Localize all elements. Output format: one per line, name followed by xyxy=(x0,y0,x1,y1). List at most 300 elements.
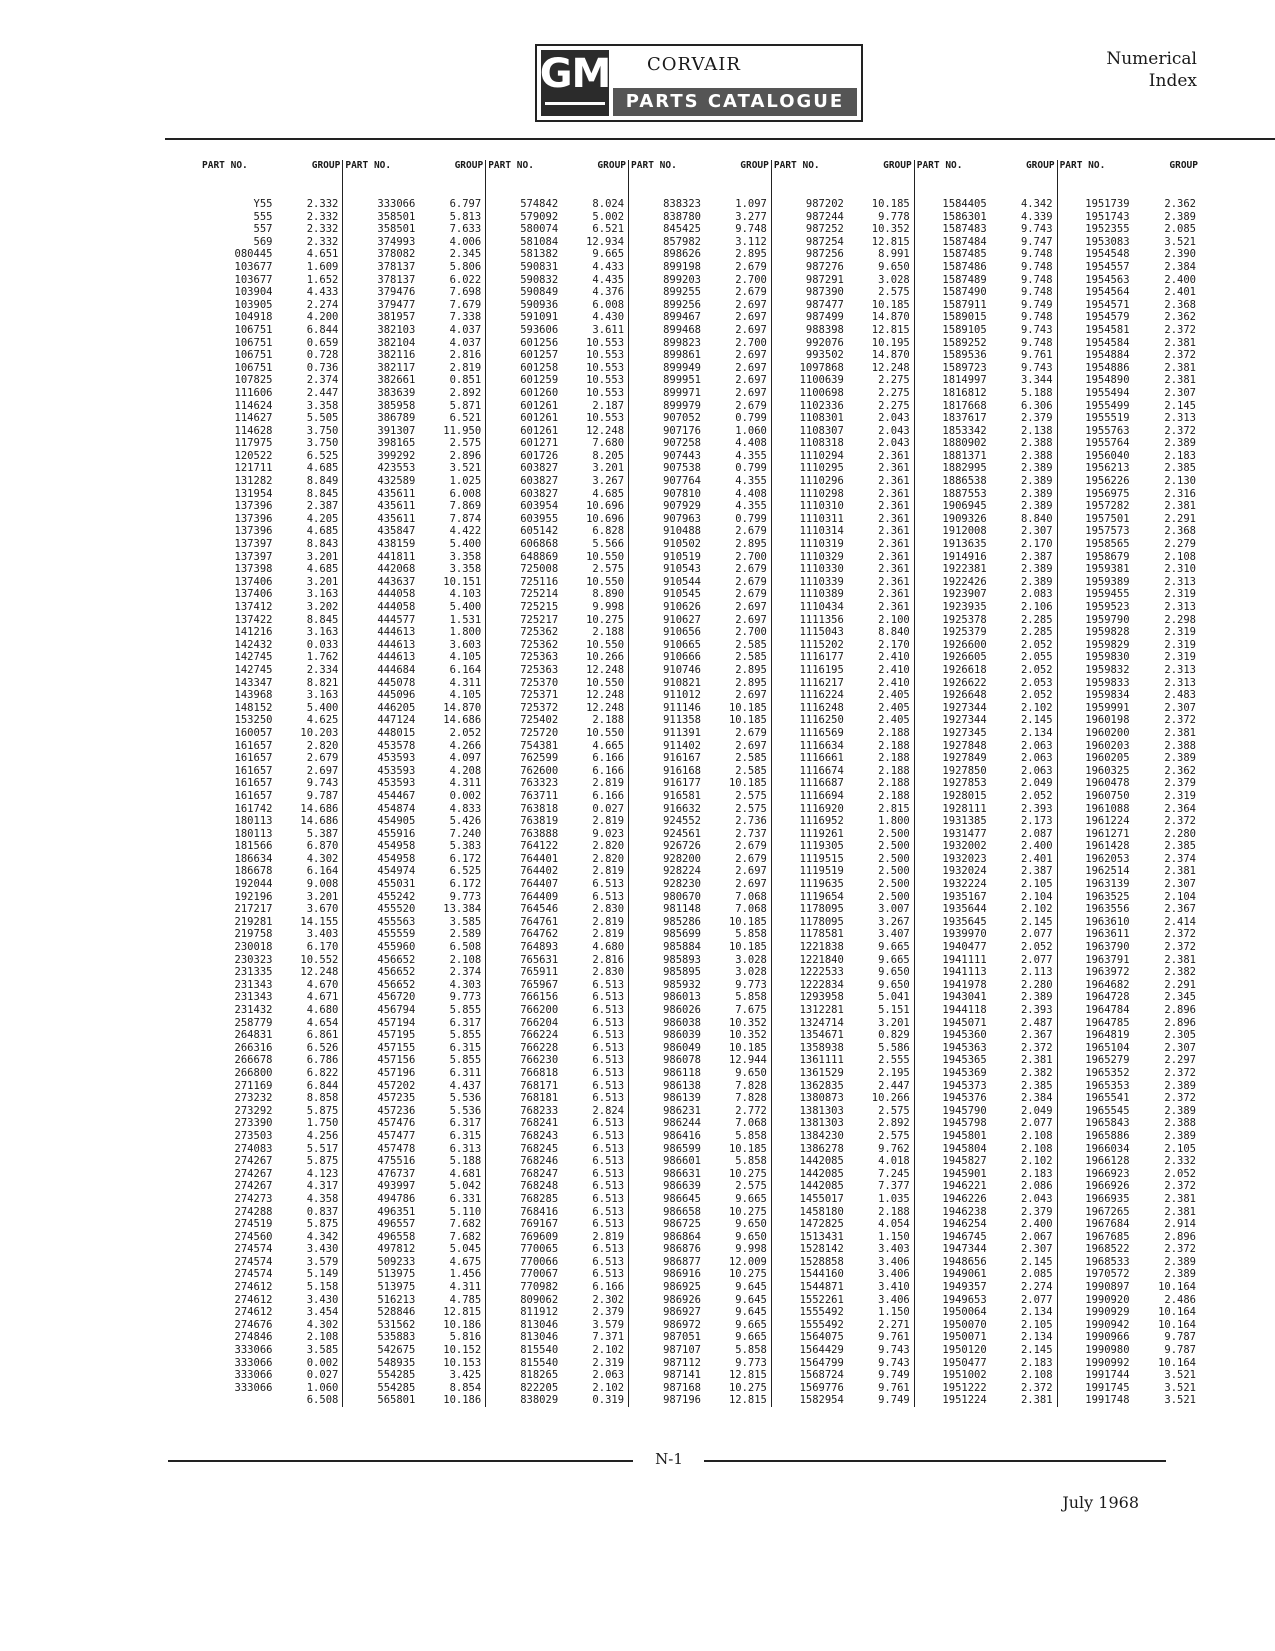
group-number-cell: 5.855 xyxy=(449,1004,482,1016)
part-number-cell: 1882995 xyxy=(914,462,992,475)
part-number-cell: 987252 xyxy=(771,223,849,236)
part-number-cell: 603827 xyxy=(486,462,564,475)
group-number-cell: 2.819 xyxy=(592,1230,625,1243)
part-number-cell: 1928111 xyxy=(914,803,992,816)
group-number-cell: 2.379 xyxy=(1020,412,1053,425)
part-number-cell: 581382 xyxy=(486,248,564,261)
part-number-cell: 1960198 xyxy=(1057,714,1135,727)
part-number-cell: 725008 xyxy=(486,563,564,576)
table-row xyxy=(200,1004,1200,1017)
part-number-cell: 378082 xyxy=(343,248,421,261)
group-number-cell: 10.553 xyxy=(586,374,625,387)
part-number-cell: 114627 xyxy=(234,412,273,425)
part-number-cell: 455916 xyxy=(343,828,421,841)
group-number-cell: 2.400 xyxy=(1020,1218,1053,1231)
part-number-cell: 725372 xyxy=(486,702,564,715)
group-header: GROUP xyxy=(883,160,912,171)
group-number-cell: 4.671 xyxy=(306,991,339,1004)
group-number-cell: 12.815 xyxy=(443,1306,482,1319)
group-number-cell: 2.405 xyxy=(878,701,910,714)
group-number-cell: 10.553 xyxy=(586,361,625,374)
group-number-cell: 12.248 xyxy=(586,663,625,676)
part-number-cell: 381957 xyxy=(343,311,421,324)
part-number-cell: 453593 xyxy=(343,765,421,778)
part-number-cell: 1116250 xyxy=(771,714,849,727)
part-number-cell: 1945798 xyxy=(914,1117,992,1130)
part-number-cell: 768416 xyxy=(486,1206,564,1219)
part-number-cell: 1906945 xyxy=(914,500,992,513)
part-number-cell: 1584405 xyxy=(914,198,992,211)
group-number-cell: 2.697 xyxy=(735,865,767,878)
group-header: GROUP xyxy=(597,160,627,171)
group-number-cell: 2.100 xyxy=(878,613,910,626)
group-number-cell: 2.043 xyxy=(878,424,910,437)
part-number-cell: 1881371 xyxy=(914,450,992,463)
part-number-cell: 1990980 xyxy=(1057,1344,1135,1357)
part-number-cell: 1589723 xyxy=(914,362,992,375)
part-number-cell: 985884 xyxy=(629,941,707,954)
part-number-cell: 379477 xyxy=(343,299,421,312)
group-number-cell: 0.033 xyxy=(306,638,339,651)
group-number-cell: 9.773 xyxy=(735,1356,767,1369)
part-number-cell: 1564799 xyxy=(771,1357,849,1370)
part-number-cell: 382116 xyxy=(343,349,421,362)
group-number-cell: 9.023 xyxy=(592,827,625,840)
table-header-row xyxy=(200,160,1200,180)
group-number-cell: 4.675 xyxy=(449,1255,482,1268)
part-number-cell: 1552261 xyxy=(771,1294,849,1307)
part-number-cell: 899467 xyxy=(629,311,707,324)
part-number-cell: 1945376 xyxy=(914,1092,992,1105)
group-number-cell: 9.747 xyxy=(1020,235,1053,248)
part-number-cell: 1954563 xyxy=(1057,274,1135,287)
part-number-cell: 516213 xyxy=(343,1294,421,1307)
group-number-cell: 2.332 xyxy=(306,198,339,210)
group-number-cell: 9.749 xyxy=(878,1369,910,1382)
part-number-cell: 768181 xyxy=(486,1092,564,1105)
part-number-cell: 569 xyxy=(253,235,273,248)
table-row xyxy=(200,236,1200,249)
part-number-cell: 120522 xyxy=(234,449,273,462)
part-number-cell: 725402 xyxy=(486,714,564,727)
group-number-cell: 5.426 xyxy=(449,815,482,828)
group-number-cell: 2.697 xyxy=(735,878,767,891)
part-number-cell: 1959381 xyxy=(1057,563,1135,576)
part-number-cell: 725370 xyxy=(486,677,564,690)
part-number-cell: 601258 xyxy=(486,362,564,375)
part-number-cell: 1943041 xyxy=(914,991,992,1004)
table-row xyxy=(200,576,1200,589)
table-row xyxy=(200,1394,1200,1407)
group-number-cell: 9.762 xyxy=(878,1142,910,1155)
group-number-cell: 7.245 xyxy=(878,1167,910,1180)
part-number-cell: 1442085 xyxy=(771,1168,849,1181)
group-number-cell: 7.675 xyxy=(735,1004,767,1016)
part-number-cell: 924552 xyxy=(629,815,707,828)
group-number-cell: 2.895 xyxy=(735,538,767,551)
part-number-cell: 1939970 xyxy=(914,928,992,941)
part-number-cell: 603955 xyxy=(486,513,564,526)
table-row xyxy=(200,248,1200,261)
group-number-cell: 6.513 xyxy=(592,1016,625,1029)
part-number-cell: 435611 xyxy=(343,488,421,501)
group-number-cell: 6.513 xyxy=(592,978,625,991)
group-number-cell: 4.123 xyxy=(306,1167,339,1180)
part-number-cell: 907764 xyxy=(629,475,707,488)
group-number-cell: 2.697 xyxy=(735,386,767,399)
part-number-cell: 442068 xyxy=(343,563,421,576)
part-number-cell: 725362 xyxy=(486,639,564,652)
group-number-cell: 9.761 xyxy=(878,1331,910,1344)
part-number-cell: 764893 xyxy=(486,941,564,954)
part-number-cell: 986645 xyxy=(629,1193,707,1206)
part-number-cell: 111606 xyxy=(234,386,273,399)
part-number-cell: 457235 xyxy=(343,1092,421,1105)
group-number-cell: 8.991 xyxy=(878,248,910,261)
group-number-cell: 9.650 xyxy=(878,260,910,273)
group-number-cell: 2.830 xyxy=(592,903,625,916)
part-number-cell: 137406 xyxy=(234,588,273,601)
part-number-cell: 1926618 xyxy=(914,664,992,677)
part-number-cell: 899198 xyxy=(629,261,707,274)
part-number-cell: 1963972 xyxy=(1057,966,1135,979)
part-number-cell: 916581 xyxy=(629,790,707,803)
group-number-cell: 2.173 xyxy=(1020,815,1053,828)
group-number-cell: 2.307 xyxy=(1020,525,1053,538)
group-number-cell: 2.188 xyxy=(592,714,625,727)
part-number-cell: 333066 xyxy=(234,1356,273,1369)
group-number-cell: 2.410 xyxy=(878,663,910,676)
table-row xyxy=(200,1357,1200,1370)
part-number-cell: 764402 xyxy=(486,865,564,878)
part-number-cell: 1952355 xyxy=(1057,223,1135,236)
group-number-cell: 6.828 xyxy=(592,525,625,538)
part-number-cell: 274273 xyxy=(234,1192,273,1205)
group-number-cell: 6.513 xyxy=(592,1167,625,1180)
table-row xyxy=(200,349,1200,362)
group-number-cell: 6.172 xyxy=(449,852,482,865)
group-number-cell: 2.361 xyxy=(878,563,910,576)
part-number-cell: 1293958 xyxy=(771,991,849,1004)
table-row xyxy=(200,979,1200,992)
group-number-cell: 2.679 xyxy=(735,840,767,853)
group-number-cell: 5.188 xyxy=(449,1155,482,1168)
part-number-cell: 444577 xyxy=(343,614,421,627)
part-number-cell: 137422 xyxy=(234,613,273,626)
part-number-cell: 444613 xyxy=(343,626,421,639)
part-number-cell: 358501 xyxy=(343,223,421,236)
group-number-cell: 10.275 xyxy=(728,1205,767,1218)
group-number-cell: 4.654 xyxy=(306,1016,339,1029)
group-number-cell: 2.575 xyxy=(878,286,910,299)
group-number-cell: 4.103 xyxy=(449,588,482,601)
part-number-cell: 1945804 xyxy=(914,1143,992,1156)
part-number-cell: 928230 xyxy=(629,878,707,891)
group-number-cell: 12.248 xyxy=(871,361,910,374)
part-number-cell: 986139 xyxy=(629,1092,707,1105)
table-row xyxy=(200,450,1200,463)
group-number-cell: 2.188 xyxy=(878,764,910,777)
part-number-cell: 1116569 xyxy=(771,727,849,740)
group-number-cell: 2.387 xyxy=(306,500,339,513)
group-number-cell: 2.736 xyxy=(735,815,767,828)
part-number-cell: 1102336 xyxy=(771,400,849,413)
group-number-cell: 1.060 xyxy=(306,1381,339,1394)
group-number-cell: 2.280 xyxy=(1020,978,1053,991)
group-number-cell: 6.513 xyxy=(592,1092,625,1105)
group-number-cell: 3.430 xyxy=(306,1243,339,1256)
part-number-cell: 1886538 xyxy=(914,475,992,488)
group-number-cell: 2.077 xyxy=(1020,1117,1053,1130)
part-number-cell: 769167 xyxy=(486,1218,564,1231)
table-row xyxy=(200,664,1200,677)
group-number-cell: 2.819 xyxy=(592,865,625,878)
part-number-cell: 274267 xyxy=(234,1180,273,1193)
group-number-cell: 10.164 xyxy=(1158,1318,1196,1331)
part-number-cell: 838029 xyxy=(486,1394,564,1407)
group-number-cell: 9.665 xyxy=(878,941,910,954)
part-number-cell: 1455017 xyxy=(771,1193,849,1206)
group-number-cell: 3.007 xyxy=(878,903,910,916)
part-number-cell: 763323 xyxy=(486,777,564,790)
group-number-cell: 2.410 xyxy=(878,651,910,664)
group-number-cell: 2.063 xyxy=(1020,752,1053,765)
group-number-cell: 2.500 xyxy=(878,827,910,840)
part-number-cell: 161657 xyxy=(234,764,273,777)
group-number-cell: 6.513 xyxy=(592,1268,625,1281)
part-number-cell: 924561 xyxy=(629,828,707,841)
part-number-cell: 1963791 xyxy=(1057,954,1135,967)
part-number-cell: 725363 xyxy=(486,651,564,664)
part-number-cell: 1951739 xyxy=(1057,198,1135,211)
group-number-cell: 5.536 xyxy=(449,1104,482,1117)
group-number-cell: 2.275 xyxy=(878,374,910,387)
group-number-cell: 2.086 xyxy=(1020,1180,1053,1193)
group-number-cell: 3.277 xyxy=(735,210,767,223)
group-number-cell: 6.513 xyxy=(592,1180,625,1193)
part-number-cell: 1927344 xyxy=(914,714,992,727)
part-number-cell: 398165 xyxy=(343,437,421,450)
group-number-cell: 2.405 xyxy=(878,714,910,727)
part-number-cell: 1946745 xyxy=(914,1231,992,1244)
group-number-cell: 0.799 xyxy=(735,512,767,525)
group-number-cell: 4.342 xyxy=(1020,198,1053,210)
part-number-cell: 438159 xyxy=(343,538,421,551)
part-number-cell: 456652 xyxy=(343,954,421,967)
group-number-cell: 3.358 xyxy=(306,399,339,412)
part-number-cell: 1837617 xyxy=(914,412,992,425)
part-number-cell: 444058 xyxy=(343,588,421,601)
table-row xyxy=(200,614,1200,627)
numerical-index-table xyxy=(200,160,1200,1407)
group-number-cell: 14.870 xyxy=(443,701,482,714)
part-number-cell: 137397 xyxy=(234,538,273,551)
part-number-cell: 910665 xyxy=(629,639,707,652)
group-number-cell: 2.274 xyxy=(1020,1281,1053,1294)
group-number-cell: 6.525 xyxy=(449,865,482,878)
group-number-cell: 8.821 xyxy=(306,676,339,689)
part-number-cell: 986078 xyxy=(629,1054,707,1067)
part-number-cell: 1887553 xyxy=(914,488,992,501)
group-number-cell: 10.185 xyxy=(728,941,767,954)
part-number-cell: 274612 xyxy=(234,1306,273,1319)
part-number-cell: 987276 xyxy=(771,261,849,274)
part-number-cell: 987291 xyxy=(771,274,849,287)
group-number-cell: 10.203 xyxy=(300,726,339,739)
group-number-cell: 2.361 xyxy=(878,575,910,588)
group-number-cell: 12.248 xyxy=(586,424,625,437)
part-number-cell: 557 xyxy=(253,223,273,236)
group-number-cell: 2.170 xyxy=(878,638,910,651)
table-row xyxy=(200,891,1200,904)
part-number-cell: 1956213 xyxy=(1057,462,1135,475)
part-number-cell: 333066 xyxy=(234,1381,273,1394)
table-row xyxy=(200,840,1200,853)
part-number-cell: 1100639 xyxy=(771,374,849,387)
group-number-cell: 2.345 xyxy=(449,248,482,261)
group-number-cell: 2.106 xyxy=(1020,601,1053,613)
group-number-cell: 5.400 xyxy=(449,538,482,551)
part-number-cell: 528846 xyxy=(343,1306,421,1319)
part-number-cell: 273503 xyxy=(234,1129,273,1142)
group-number-cell: 9.748 xyxy=(1020,311,1053,324)
table-row xyxy=(200,412,1200,425)
group-number-cell: 10.185 xyxy=(871,198,910,210)
group-number-cell: 3.403 xyxy=(878,1243,910,1256)
part-number-cell: 1967265 xyxy=(1057,1206,1135,1219)
part-number-cell: 457196 xyxy=(343,1067,421,1080)
group-number-cell: 6.513 xyxy=(592,1142,625,1155)
group-number-cell: 2.077 xyxy=(1020,1293,1053,1306)
table-row xyxy=(200,878,1200,891)
part-number-cell: 382661 xyxy=(343,374,421,387)
group-number-cell: 4.785 xyxy=(449,1293,482,1306)
group-number-cell: 3.201 xyxy=(878,1016,910,1029)
part-number-cell: 137398 xyxy=(234,563,273,576)
part-number-cell: 763819 xyxy=(486,815,564,828)
part-number-cell: 454874 xyxy=(343,803,421,816)
group-number-cell: 3.028 xyxy=(878,273,910,286)
part-number-cell: 1119261 xyxy=(771,828,849,841)
group-number-cell: 2.679 xyxy=(735,260,767,273)
group-number-cell: 2.819 xyxy=(592,915,625,928)
part-number-cell: 379476 xyxy=(343,286,421,299)
table-row xyxy=(200,1080,1200,1093)
group-number-cell: 3.521 xyxy=(449,462,482,475)
part-number-cell: 131954 xyxy=(234,487,273,500)
part-number-cell: 1528142 xyxy=(771,1243,849,1256)
group-number-cell: 6.170 xyxy=(306,941,339,954)
part-number-cell: 1950071 xyxy=(914,1331,992,1344)
part-number-cell: 143968 xyxy=(234,689,273,702)
part-number-cell: 907929 xyxy=(629,500,707,513)
part-number-cell: 1965843 xyxy=(1057,1117,1135,1130)
part-number-cell: 1947344 xyxy=(914,1243,992,1256)
group-number-cell: 4.311 xyxy=(449,777,482,790)
part-number-cell: 493997 xyxy=(343,1180,421,1193)
group-number-cell: 2.389 xyxy=(1020,563,1053,576)
part-number-cell: 447124 xyxy=(343,714,421,727)
part-number-cell: 186634 xyxy=(234,852,273,865)
group-number-cell: 12.934 xyxy=(586,235,625,248)
part-number-cell: 219758 xyxy=(234,928,273,941)
group-number-cell: 14.686 xyxy=(443,714,482,727)
group-number-cell: 14.686 xyxy=(300,815,339,828)
group-number-cell: 2.134 xyxy=(1020,1331,1053,1344)
table-row xyxy=(200,462,1200,475)
part-number-cell: 1959830 xyxy=(1057,651,1135,664)
part-number-cell: 725215 xyxy=(486,601,564,614)
group-number-cell: 1.750 xyxy=(306,1117,339,1130)
part-number-cell: 535883 xyxy=(343,1331,421,1344)
group-number-cell: 2.307 xyxy=(1164,701,1196,714)
group-number-cell: 2.361 xyxy=(878,462,910,475)
group-number-cell: 4.685 xyxy=(592,487,625,500)
group-number-cell: 2.700 xyxy=(735,626,767,639)
part-number-cell: 1108318 xyxy=(771,437,849,450)
part-number-cell: 907538 xyxy=(629,462,707,475)
table-row xyxy=(200,525,1200,538)
part-number-cell: 542675 xyxy=(343,1344,421,1357)
part-number-cell: 1931477 xyxy=(914,828,992,841)
part-number-cell: 1587911 xyxy=(914,299,992,312)
group-number-cell: 10.185 xyxy=(871,298,910,311)
group-number-cell: 9.748 xyxy=(1020,273,1053,286)
part-number-cell: 1380873 xyxy=(771,1092,849,1105)
group-number-cell: 2.285 xyxy=(1020,613,1053,626)
part-number-cell: 1961428 xyxy=(1057,840,1135,853)
part-number-cell: 1586301 xyxy=(914,211,992,224)
group-number-cell: 4.205 xyxy=(306,512,339,525)
group-number-cell: 0.799 xyxy=(735,462,767,475)
group-number-cell: 9.998 xyxy=(735,1243,767,1256)
part-number-cell: 1361529 xyxy=(771,1067,849,1080)
part-number-cell: 496351 xyxy=(343,1206,421,1219)
group-number-cell: 2.364 xyxy=(1164,802,1196,815)
part-number-cell: 1961088 xyxy=(1057,803,1135,816)
group-number-cell: 4.303 xyxy=(449,978,482,991)
group-number-cell: 6.797 xyxy=(449,198,482,210)
group-number-cell: 6.166 xyxy=(592,789,625,802)
part-number-cell: 1949061 xyxy=(914,1268,992,1281)
part-number-cell: 992076 xyxy=(771,337,849,350)
group-number-cell: 5.871 xyxy=(449,399,482,412)
group-number-cell: 2.316 xyxy=(1164,487,1196,500)
group-number-cell: 12.944 xyxy=(728,1054,767,1067)
part-number-cell: 274846 xyxy=(234,1331,273,1344)
part-number-cell: 444613 xyxy=(343,651,421,664)
part-number-cell: 1962053 xyxy=(1057,853,1135,866)
part-number-cell: 1582954 xyxy=(771,1394,849,1407)
group-number-cell: 2.393 xyxy=(1020,1004,1053,1016)
group-number-cell: 2.275 xyxy=(878,399,910,412)
part-number-cell: 1945365 xyxy=(914,1054,992,1067)
part-number-cell: 1945363 xyxy=(914,1042,992,1055)
table-row xyxy=(200,928,1200,941)
part-number-cell: 1959455 xyxy=(1057,588,1135,601)
group-number-cell: 2.384 xyxy=(1164,260,1196,273)
part-number-cell: 1564075 xyxy=(771,1331,849,1344)
part-number-cell: 1116952 xyxy=(771,815,849,828)
table-row xyxy=(200,324,1200,337)
group-number-cell: 3.454 xyxy=(306,1306,339,1319)
group-number-cell: 2.188 xyxy=(592,626,625,639)
part-number-cell: 1950120 xyxy=(914,1344,992,1357)
group-number-cell: 2.362 xyxy=(1164,764,1196,777)
group-number-cell: 3.163 xyxy=(306,626,339,639)
table-row xyxy=(200,1294,1200,1307)
part-number-cell: 911391 xyxy=(629,727,707,740)
